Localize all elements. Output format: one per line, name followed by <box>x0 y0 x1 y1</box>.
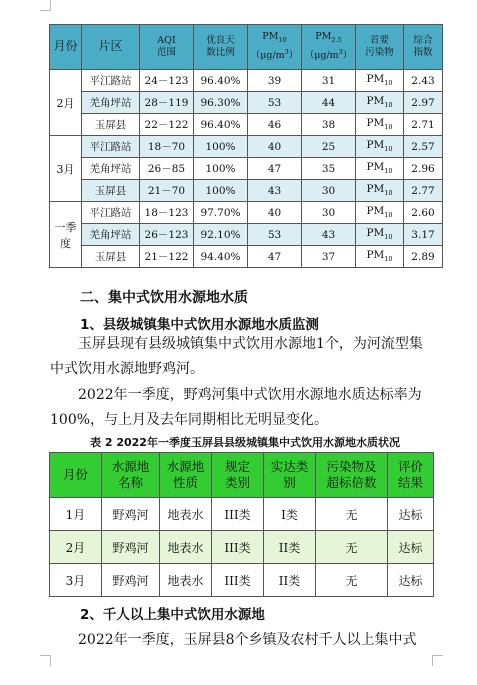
header-area: 片区 <box>82 25 140 70</box>
subsection-heading: 1、县级城镇集中式饮用水源地水质监测 <box>80 317 319 333</box>
header-actual-class: 实达类 别 <box>264 453 316 498</box>
target-class-cell: III类 <box>212 564 264 597</box>
index-cell: 2.89 <box>404 246 443 268</box>
header-primary-pollutant: 首要 污染物 <box>356 25 404 70</box>
pm25-cell: 44 <box>302 92 356 114</box>
result-cell: 达标 <box>388 498 434 531</box>
table-row <box>50 246 443 268</box>
good-ratio-cell: 96.40% <box>194 114 248 136</box>
pm10-cell: 53 <box>248 92 302 114</box>
table-row <box>50 224 443 246</box>
station-cell: 羌角坪站 <box>82 158 140 180</box>
table-row <box>50 498 434 531</box>
aqi-cell: 24－123 <box>140 70 194 92</box>
crop-mark <box>40 0 51 11</box>
body-paragraph: 2022年一季度，野鸡河集中式饮用水源地水质达标率为100%，与上月及去年同期相比无明显变化。 <box>50 387 422 428</box>
header-exceedance: 污染物及 超标倍数 <box>316 453 388 498</box>
month-cell: 3月 <box>50 136 82 202</box>
source-nature-cell: 地表水 <box>160 564 212 597</box>
month-cell: 1月 <box>50 498 102 531</box>
index-cell: 2.97 <box>404 92 443 114</box>
target-class-cell: III类 <box>212 498 264 531</box>
crop-mark <box>40 655 51 666</box>
header-result: 评价 结果 <box>388 453 434 498</box>
quarter-cell: 一季 度 <box>50 202 82 268</box>
pm10-cell: 40 <box>248 136 302 158</box>
month-cell: 2月 <box>50 70 82 136</box>
station-cell: 羌角坪站 <box>82 92 140 114</box>
header-pm25: $PM_{2.5}$ $(\mu g/m^3)$ <box>302 25 356 70</box>
pm10-cell: 53 <box>248 224 302 246</box>
pm10-cell: 43 <box>248 180 302 202</box>
station-cell: 平江路站 <box>82 202 140 224</box>
result-cell: 达标 <box>388 564 434 597</box>
result-cell: 达标 <box>388 531 434 564</box>
pm10-cell: 40 <box>248 202 302 224</box>
pm25-cell: 38 <box>302 114 356 136</box>
aqi-cell: 26－85 <box>140 158 194 180</box>
good-ratio-cell: 96.40% <box>194 70 248 92</box>
aqi-cell: 18－123 <box>140 202 194 224</box>
good-ratio-cell: 100% <box>194 136 248 158</box>
station-cell: 平江路站 <box>82 70 140 92</box>
pollutant-cell: $PM_{10}$ <box>356 202 404 224</box>
pm25-cell: 31 <box>302 70 356 92</box>
header-month: 月份 <box>50 25 82 70</box>
table-row <box>50 180 443 202</box>
pollutant-cell: $PM_{10}$ <box>356 158 404 180</box>
source-name-cell: 野鸡河 <box>102 498 160 531</box>
table-row <box>50 158 443 180</box>
index-cell: 3.17 <box>404 224 443 246</box>
subsection-heading: 2、千人以上集中式饮用水源地 <box>80 607 265 623</box>
source-nature-cell: 地表水 <box>160 498 212 531</box>
month-cell: 2月 <box>50 531 102 564</box>
station-cell: 羌角坪站 <box>82 224 140 246</box>
aqi-cell: 28－119 <box>140 92 194 114</box>
pm25-cell: 43 <box>302 224 356 246</box>
header-pm10: $PM_{10}$ $(\mu g/m^3)$ <box>248 25 302 70</box>
aqi-cell: 21－70 <box>140 180 194 202</box>
index-cell: 2.71 <box>404 114 443 136</box>
actual-class-cell: I类 <box>264 498 316 531</box>
pm25-cell: 35 <box>302 158 356 180</box>
good-ratio-cell: 94.40% <box>194 246 248 268</box>
pollutant-cell: $PM_{10}$ <box>356 180 404 202</box>
section-heading: 二、集中式饮用水源地水质 <box>80 290 248 306</box>
month-cell: 3月 <box>50 564 102 597</box>
table-row <box>50 531 434 564</box>
pm10-cell: 47 <box>248 246 302 268</box>
header-target-class: 规定 类别 <box>212 453 264 498</box>
pm10-cell: 39 <box>248 70 302 92</box>
header-good-ratio: 优良天 数比例 <box>194 25 248 70</box>
pm10-cell: 46 <box>248 114 302 136</box>
pollutant-cell: $PM_{10}$ <box>356 70 404 92</box>
station-cell: 玉屏县 <box>82 246 140 268</box>
exceedance-cell: 无 <box>316 564 388 597</box>
header-source-nature: 水源地 性质 <box>160 453 212 498</box>
actual-class-cell: II类 <box>264 531 316 564</box>
pm25-cell: 25 <box>302 136 356 158</box>
aqi-cell: 18－70 <box>140 136 194 158</box>
actual-class-cell: II类 <box>264 564 316 597</box>
pm25-cell: 37 <box>302 246 356 268</box>
air-quality-table <box>49 24 443 268</box>
header-aqi-range: AQI 范围 <box>140 25 194 70</box>
target-class-cell: III类 <box>212 531 264 564</box>
index-cell: 2.96 <box>404 158 443 180</box>
index-cell: 2.43 <box>404 70 443 92</box>
crop-mark <box>432 655 443 666</box>
table-row <box>50 92 443 114</box>
aqi-cell: 26－123 <box>140 224 194 246</box>
table-header-row <box>50 453 434 498</box>
pm10-cell: 47 <box>248 158 302 180</box>
header-composite-index: 综合 指数 <box>404 25 443 70</box>
source-name-cell: 野鸡河 <box>102 531 160 564</box>
water-source-table <box>49 452 434 597</box>
pm25-cell: 30 <box>302 180 356 202</box>
pollutant-cell: $PM_{10}$ <box>356 136 404 158</box>
index-cell: 2.60 <box>404 202 443 224</box>
good-ratio-cell: 100% <box>194 180 248 202</box>
pollutant-cell: $PM_{10}$ <box>356 114 404 136</box>
table-caption: 表 2 2022年一季度玉屏县县级城镇集中式饮用水源地水质状况 <box>90 436 400 449</box>
exceedance-cell: 无 <box>316 498 388 531</box>
pollutant-cell: $PM_{10}$ <box>356 246 404 268</box>
good-ratio-cell: 96.30% <box>194 92 248 114</box>
header-source-name: 水源地 名称 <box>102 453 160 498</box>
table-header-row <box>50 25 443 70</box>
good-ratio-cell: 92.10% <box>194 224 248 246</box>
station-cell: 平江路站 <box>82 136 140 158</box>
good-ratio-cell: 97.70% <box>194 202 248 224</box>
pollutant-cell: $PM_{10}$ <box>356 92 404 114</box>
aqi-cell: 22－122 <box>140 114 194 136</box>
pm25-cell: 30 <box>302 202 356 224</box>
body-paragraph: 2022年一季度，玉屏县8个乡镇及农村千人以上集中式 <box>78 632 417 648</box>
body-paragraph: 玉屏县现有县级城镇集中式饮用水源地1个，为河流型集中式饮用水源地野鸡河。 <box>50 336 423 377</box>
pollutant-cell: $PM_{10}$ <box>356 224 404 246</box>
exceedance-cell: 无 <box>316 531 388 564</box>
table-row <box>50 202 443 224</box>
source-name-cell: 野鸡河 <box>102 564 160 597</box>
aqi-cell: 21－122 <box>140 246 194 268</box>
station-cell: 玉屏县 <box>82 114 140 136</box>
source-nature-cell: 地表水 <box>160 531 212 564</box>
station-cell: 玉屏县 <box>82 180 140 202</box>
index-cell: 2.77 <box>404 180 443 202</box>
header-month: 月份 <box>50 453 102 498</box>
table-row <box>50 114 443 136</box>
table-row <box>50 136 443 158</box>
index-cell: 2.57 <box>404 136 443 158</box>
good-ratio-cell: 100% <box>194 158 248 180</box>
table-row <box>50 70 443 92</box>
table-row <box>50 564 434 597</box>
